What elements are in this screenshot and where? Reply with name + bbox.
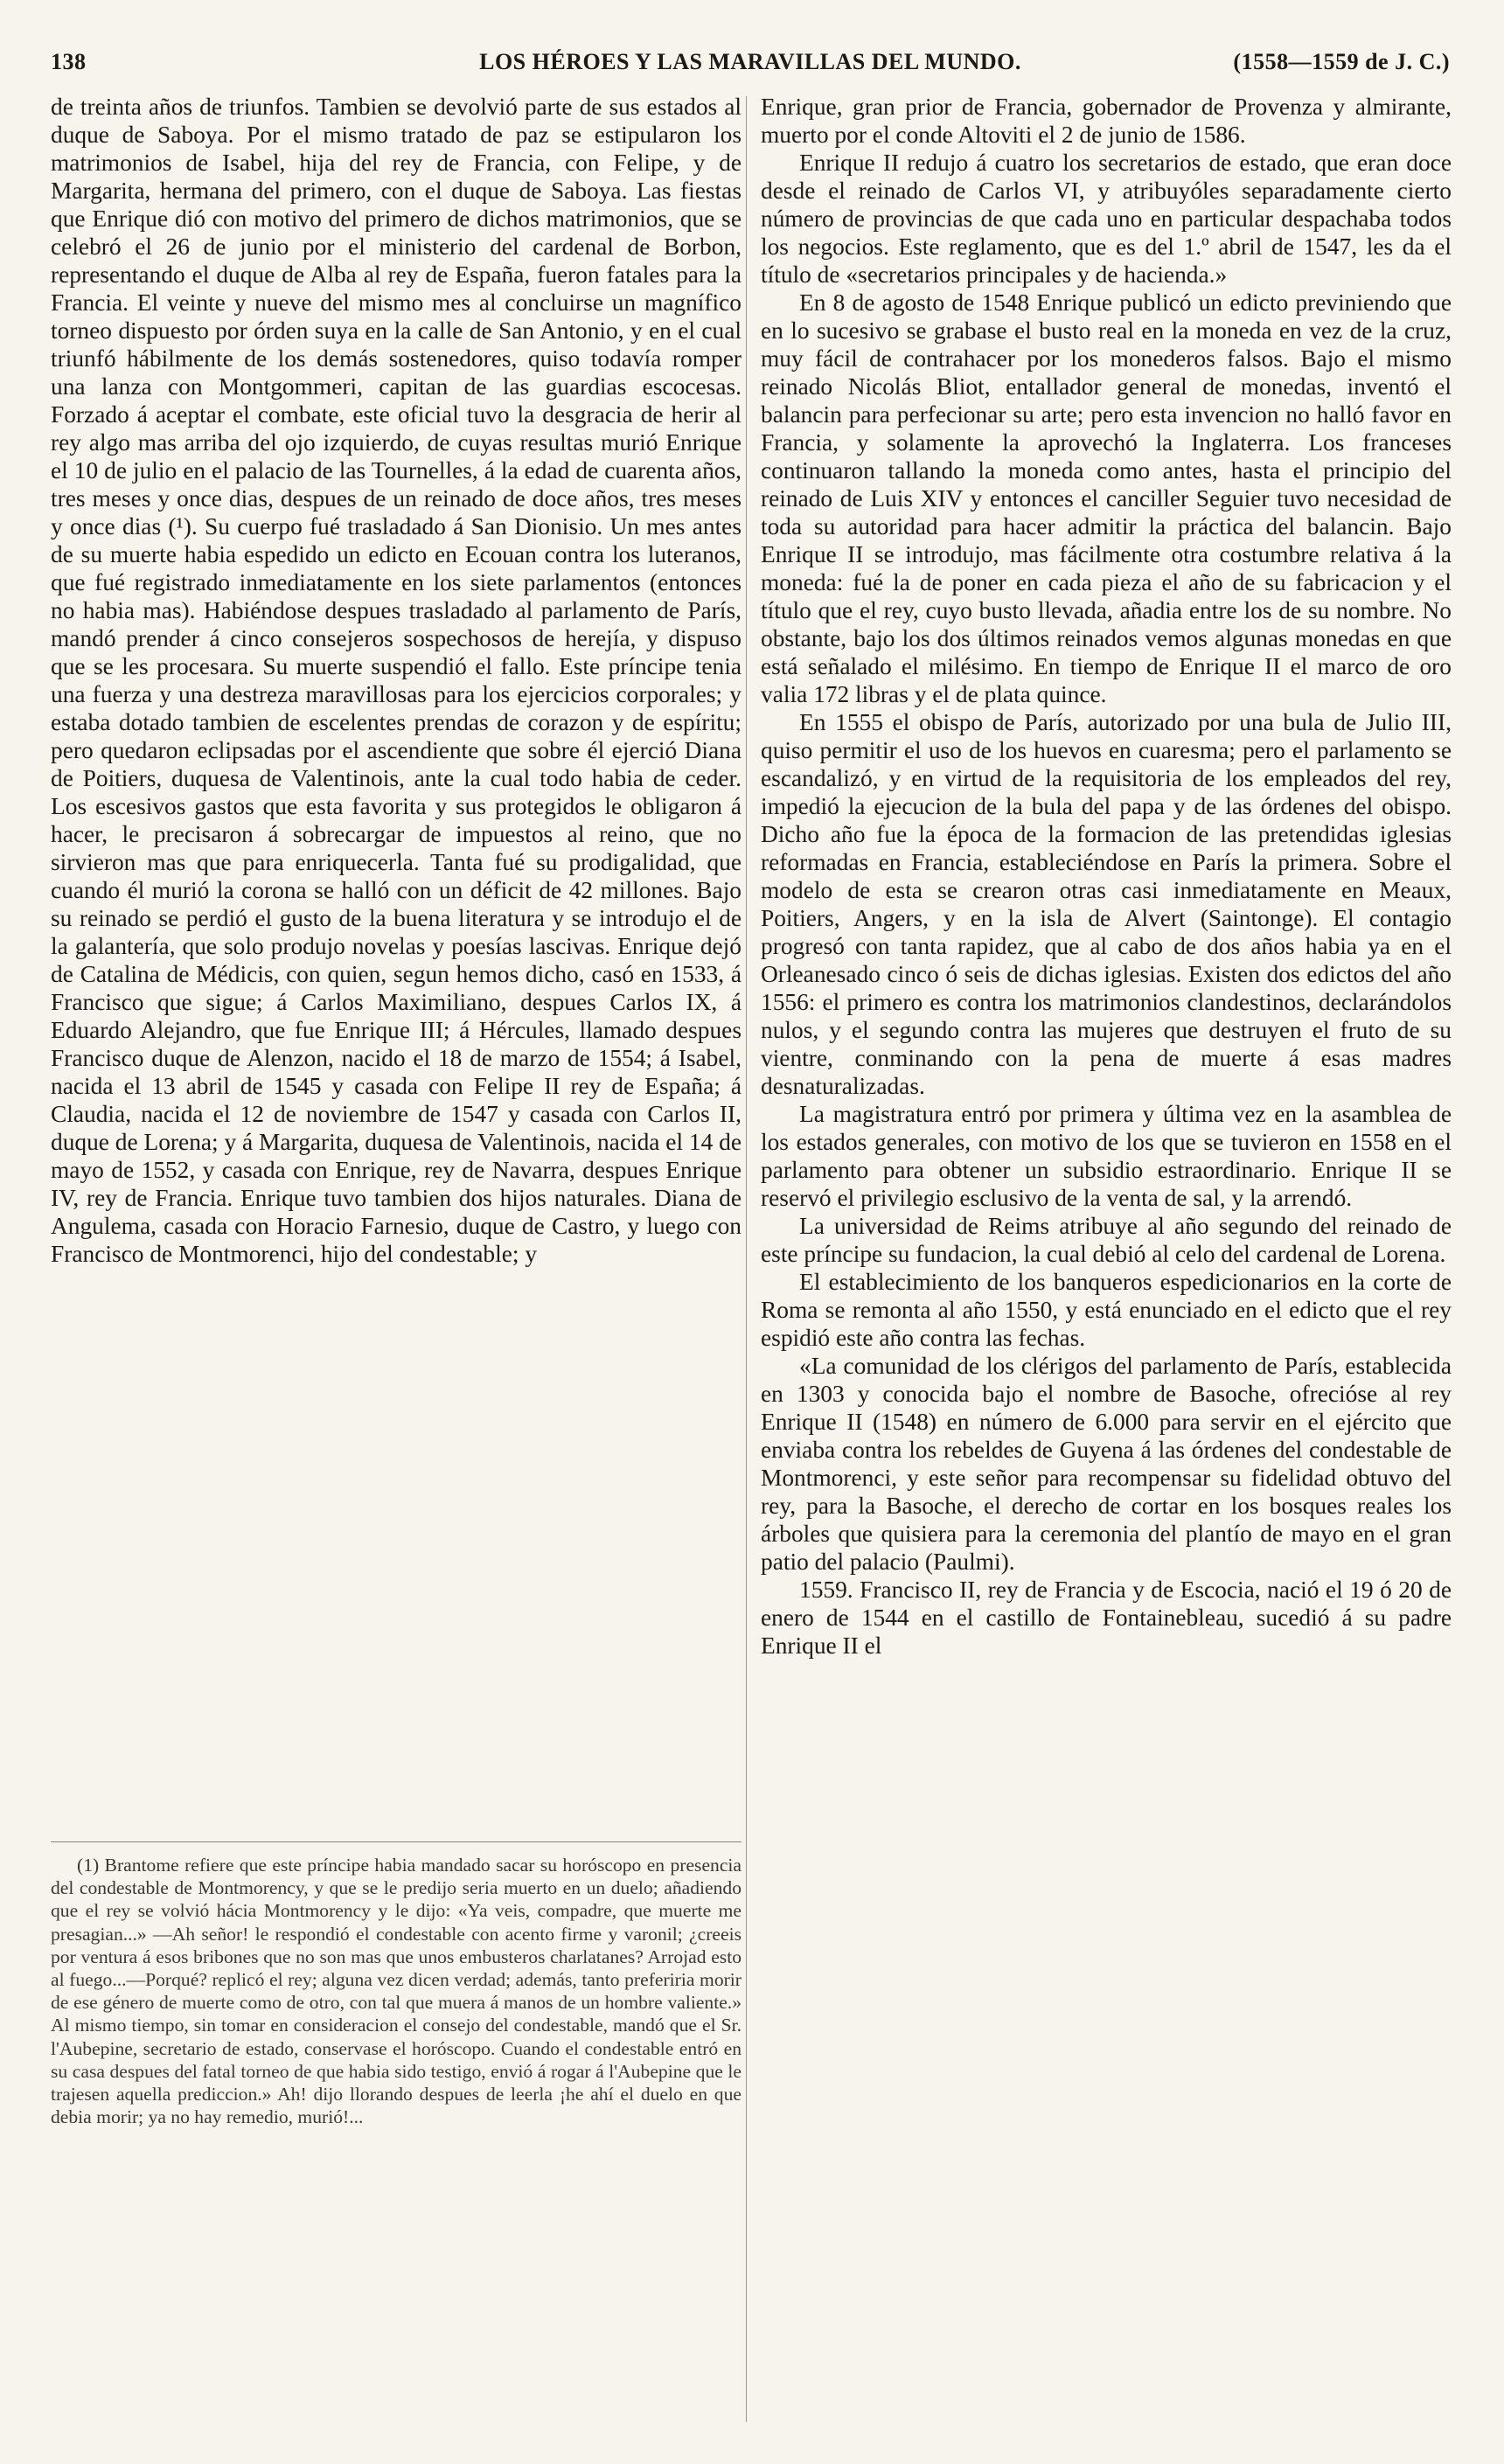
- paragraph: En 1555 el obispo de París, autorizado por una bula de Julio III, quiso permitir el uso de los huevos en cuaresma; pero el parlamento se escandalizó, y en virtud de la requisitoria de los empleados del rey, impedió la ejecucion de la bula del papa y de las órdenes del obispo. Dicho año fue la época de la formacion de las pretendidas iglesias reformadas en Francia, estableciéndose en París la primera. Sobre el modelo de esta se crearon otras casi inmediatamente en Meaux, Poitiers, Angers, y en la isla de Alvert (Saintonge). El contagio progresó con tanta rapidez, que al cabo de dos años habia ya en el Orleanesado cinco ó seis de dichas iglesias. Existen dos edictos del año 1556: el primero es contra los matrimonios clandestinos, declarándolos nulos, y el segundo contra las mujeres que destruyen el fruto de su vientre, conminando con la pena de muerte á esas madres desnaturalizadas.: [761, 709, 1452, 1099]
- paragraph: 1559. Francisco II, rey de Francia y de Escocia, nació el 19 ó 20 de enero de 1544 en el castillo de Fontainebleau, sucedió á su padre Enrique II el: [761, 1577, 1452, 1659]
- page-number: 138: [51, 49, 87, 74]
- page-header: [51, 44, 1450, 82]
- footnote-text: (1) Brantome refiere que este príncipe habia mandado sacar su horóscopo en presencia del condestable de Montmorency, y que se le predijo seria muerto en un duelo; añadiendo que el rey se volvió hácia Montmorency y le dijo: «Ya veis, compadre, que muerte me presagian...» —Ah señor! le respondió el condestable con acento firme y varonil; ¿creeis por ventura á esos bribones que no son mas que unos embusteros charlatanes? Arrojad esto al fuego...—Porqué? replicó el rey; alguna vez dicen verdad; además, tanto preferiria morir de ese género de muerte como de otro, con tal que muera á manos de un hombre valiente.» Al mismo tiempo, sin tomar en consideracion el consejo del condestable, mandó que el Sr. l'Aubepine, secretario de estado, conservase el horóscopo. Cuando el condestable entró en su casa despues del fatal torneo de que habia sido testigo, envió á rogar á l'Aubepine que le trajesen aquella prediccion.» Ah! dijo llorando despues de leerla ¡he ahí el duelo en que debia morir; ya no hay remedio, murió!...: [51, 1855, 742, 2128]
- running-title: LOS HÉROES Y LAS MARAVILLAS DEL MUNDO.: [479, 49, 1021, 74]
- paragraph: de treinta años de triunfos. Tambien se devolvió parte de sus estados al duque de Saboya. Por el mismo tratado de paz se estipularon los matrimonios de Isabel, hija del rey de Francia, con Felipe, y de Margarita, hermana del primero, con el duque de Saboya. Las fiestas que Enrique dió con motivo del primero de dichos matrimonios, que se celebró el 26 de junio por el ministerio del cardenal de Borbon, representando el duque de Alba al rey de España, fueron fatales para la Francia. El veinte y nueve del mismo mes al concluirse un magnífico torneo dispuesto por órden suya en la calle de San Antonio, y en el cual triunfó hábilmente de los demás sostenedores, quiso todavía romper una lanza con Montgommeri, capitan de las guardias escocesas. Forzado á aceptar el combate, este oficial tuvo la desgracia de herir al rey algo mas arriba del ojo izquierdo, de cuyas resultas murió Enrique el 10 de julio en el palacio de las Tournelles, á la edad de cuarenta años, tres meses y once dias, despues de un reinado de doce años, tres meses y once dias (¹). Su cuerpo fué trasladado á San Dionisio. Un mes antes de su muerte habia espedido un edicto en Ecouan contra los luteranos, que fué registrado inmediatamente en los siete parlamentos (entonces no habia mas). Habiéndose despues trasladado al parlamento de París, mandó prender á cinco consejeros sospechosos de herejía, y dispuso que se les procesara. Su muerte suspendió el fallo. Este príncipe tenia una fuerza y una destreza maravillosas para los ejercicios corporales; y estaba dotado tambien de escelentes prendas de corazon y de espíritu; pero quedaron eclipsadas por el ascendiente que sobre él ejerció Diana de Poitiers, duquesa de Valentinois, ante la cual todo habia de ceder. Los escesivos gastos que esta favorita y sus protegidos le obligaron á hacer, le precisaron á sobrecargar de impuestos al reino, que no sirvieron mas que para enriquecerla. Tanta fué su prodigalidad, que cuando él murió la corona se halló con un déficit de 42 millones. Bajo su reinado se perdió el gusto de la buena literatura y se introdujo el de la galantería, que solo produjo novelas y poesías lascivas. Enrique dejó de Catalina de Médicis, con quien, segun hemos dicho, casó en 1533, á Francisco que sigue; á Carlos Maximiliano, despues Carlos IX, á Eduardo Alejandro, que fue Enrique III; á Hércules, llamado despues Francisco duque de Alenzon, nacido el 18 de marzo de 1554; á Isabel, nacida el 13 abril de 1545 y casada con Felipe II rey de España; á Claudia, nacida el 12 de noviembre de 1547 y casada con Carlos II, duque de Lorena; y á Margarita, duquesa de Valentinois, nacida el 14 de mayo de 1552, y casada con Enrique, rey de Navarra, despues Enrique IV, rey de Francia. Enrique tuvo tambien dos hijos naturales. Diana de Angulema, casada con Horacio Farnesio, duque de Castro, y luego con Francisco de Montmorenci, hijo del condestable; y: [51, 94, 742, 1267]
- paragraph: La universidad de Reims atribuye al año segundo del reinado de este príncipe su fundacion, la cual debió al celo del cardenal de Lorena.: [761, 1213, 1452, 1267]
- footnote: [51, 1854, 742, 2128]
- paragraph: En 8 de agosto de 1548 Enrique publicó un edicto previniendo que en lo sucesivo se grabase el busto real en la moneda en vez de la cruz, muy fácil de contrahacer por los monederos falsos. Bajo el mismo reinado Nicolás Bliot, entallador general de monedas, inventó el balancin para perfecionar su arte; pero esta invencion no halló favor en Francia, y solamente la aprovechó la Inglaterra. Los franceses continuaron tallando la moneda como antes, hasta el principio del reinado de Luis XIV y entonces el canciller Seguier tuvo necesidad de toda su autoridad para hacer admitir la práctica del balancin. Bajo Enrique II se introdujo, mas fácilmente otra costumbre relativa á la moneda: fué la de poner en cada pieza el año de su fabricacion y el título que el rey, cuyo busto llevada, añadia entre los de su nombre. No obstante, bajo los dos últimos reinados vemos algunas monedas en que está señalado el milésimo. En tiempo de Enrique II el marco de oro valia 172 libras y el de plata quince.: [761, 289, 1452, 707]
- paragraph: «La comunidad de los clérigos del parlamento de París, establecida en 1303 y conocida bajo el nombre de Basoche, ofrecióse al rey Enrique II (1548) en número de 6.000 para servir en el ejército que enviaba contra los rebeldes de Guyena á las órdenes del condestable de Montmorenci, y este señor para recompensar su fidelidad obtuvo del rey, para la Basoche, el derecho de cortar en los bosques reales los árboles que quisiera para la ceremonia del plantío de mayo en el gran patio del palacio (Paulmi).: [761, 1353, 1452, 1575]
- left-column: [51, 93, 742, 1268]
- paragraph: Enrique, gran prior de Francia, gobernador de Provenza y almirante, muerto por el conde Altoviti el 2 de junio de 1586.: [761, 94, 1452, 148]
- paragraph: La magistratura entró por primera y última vez en la asamblea de los estados generales, con motivo de los que se tuvieron en 1558 en el parlamento para obtener un subsidio estraordinario. Enrique II se reservó el privilegio esclusivo de la venta de sal, y la arrendó.: [761, 1101, 1452, 1211]
- right-column: [761, 93, 1452, 1660]
- footnote-rule: [51, 1841, 742, 1842]
- paragraph: Enrique II redujo á cuatro los secretarios de estado, que eran doce desde el reinado de Carlos VI, y atribuyóles separadamente cierto número de provincias de que cada uno en particular despachaba todos los negocios. Este reglamento, que es del 1.º abril de 1547, les da el título de «secretarios principales y de hacienda.»: [761, 150, 1452, 288]
- header-years: (1558—1559 de J. C.): [1233, 49, 1450, 74]
- paragraph: El establecimiento de los banqueros espedicionarios en la corte de Roma se remonta al año 1550, y está enunciado en el edicto que el rey espidió este año contra las fechas.: [761, 1269, 1452, 1351]
- column-divider: [746, 96, 747, 2422]
